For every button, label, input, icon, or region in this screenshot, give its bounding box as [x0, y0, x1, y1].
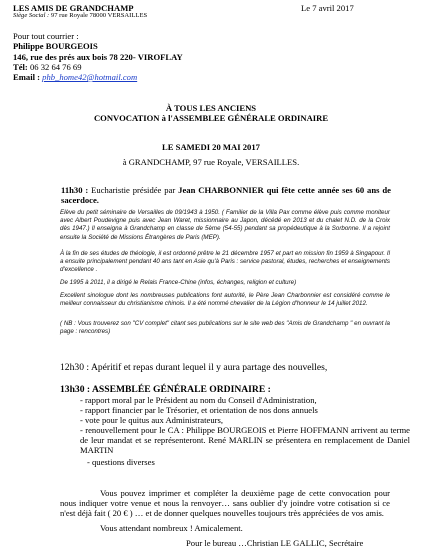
- closing-paragraph: Vous pouvez imprimer et compléter la deuxième page de cette convocation pour nous indiquer votre venue et nous la renvoyer… sans oublier d'y joindre votre cotisation si ce n'est déjà fait ( 20 € ) … et de donner quelques nouvelles toujours très appréciées de vos amis.: [60, 488, 390, 518]
- agm-item-4: - renouvellement pour le CA : Philippe BOURGEOIS et Pierre HOFFMANN arrivent au terme de leur mandat et se représenteront. René MARLIN se présentera en remplacement de Daniel MARTIN: [80, 425, 410, 455]
- closing-greeting: Vous attendant nombreux ! Amicalement.: [100, 523, 243, 533]
- phone-number: 06 32 64 76 69: [29, 62, 82, 72]
- mail-label: Pour tout courrier :: [13, 31, 79, 41]
- contact-name: Philippe BOURGEOIS: [13, 41, 98, 51]
- bio-note: ( NB : Vous trouverez son "CV complet" citant ses publications sur le site web des "Amis de Grandchamp " en ouvrant la page : rencontres): [60, 320, 390, 336]
- signature-line: Pour le bureau …Christian LE GALLIC, Secrétaire: [186, 538, 364, 548]
- email-link[interactable]: phb_home42@hotmail.com: [42, 72, 138, 82]
- bio-paragraph-4: Excellent sinologue dont les nombreuses publications font autorité, le Père Jean Charbonnier est considéré comme le meilleur connaisseur du christianisme chinois. Il a été nommé chevalier de la Légion d'honneur le 14 juillet 2012.: [60, 292, 390, 308]
- title-convocation: CONVOCATION à l'ASSEMBLEE GÉNÉRALE ORDINAIRE: [93, 113, 329, 123]
- item-1130-text: Eucharistie présidée par: [91, 185, 176, 195]
- time-1230: 12h30 :: [60, 362, 90, 373]
- meeting-location: à GRANDCHAMP, 97 rue Royale, VERSAILLES.: [122, 157, 300, 167]
- meeting-date: LE SAMEDI 20 MAI 2017: [162, 142, 260, 152]
- program-item-1130: [61, 185, 391, 205]
- bio-paragraph-1: Elève du petit séminaire de Versailles de 09/1943 à 1950. ( Familier de la Villa Pax comme élève puis comme moniteur avec Albert Poudevigne puis avec Jean Waret, missionnaire au Japon, décédé en 2013 et du chalet N.D. de la Croix dès 1947.) Il enseigna à Grandchamp en classe de 5ème (54-55) pendant sa propédeutique à la Sorbonne. Il a rejoint ensuite la Société de Missions Étrangères de Paris (MEP).: [60, 209, 390, 241]
- item-1130-highlight: Jean CHARBONNIER qui fête cette année ses 60 ans de sacerdoce.: [61, 185, 391, 205]
- title-audience: À TOUS LES ANCIENS: [165, 103, 257, 113]
- contact-phone: [13, 62, 82, 72]
- registered-office-label: Siège Social :: [13, 12, 50, 19]
- contact-email: [13, 72, 137, 82]
- agm-heading: 13h30 : ASSEMBLÉE GÉNÉRALE ORDINAIRE :: [60, 384, 271, 395]
- agm-item-3: - vote pour le quitus aux Administrateurs,: [80, 415, 223, 425]
- bio-paragraph-2: À la fin de ses études de théologie, il est ordonné prêtre le 21 décembre 1957 et part en mission fin 1959 à Singapour. Il a ensuite principalement pendant 40 ans tant en Asie qu'à Paris : service pastoral, études, recherches et enseignements d'excellence .: [60, 250, 390, 274]
- program-item-1230: [60, 362, 327, 373]
- registered-office-address: 97 rue Royale 78000 VERSAILLES: [50, 12, 148, 19]
- org-name: LES AMIS DE GRANDCHAMP: [13, 3, 134, 13]
- item-1230-text: Apéritif et repas durant lequel il y aura partage des nouvelles,: [90, 362, 328, 373]
- agm-item-2: - rapport financier par le Trésorier, et orientation de nos dons annuels: [80, 405, 318, 415]
- registered-office: [13, 12, 147, 20]
- agm-item-5: - questions diverses: [87, 457, 155, 467]
- email-label: Email :: [13, 72, 40, 82]
- contact-address: 146, rue des prés aux bois 78 220- VIROFLAY: [13, 52, 183, 62]
- phone-label: Tél:: [13, 62, 28, 72]
- agm-item-1: - rapport moral par le Président au nom du Conseil d'Administration,: [80, 395, 317, 405]
- time-1130: 11h30 :: [61, 185, 89, 195]
- bio-paragraph-3: De 1995 à 2011, il a dirigé le Relais France-Chine (infos, échanges, religion et culture): [60, 279, 297, 286]
- document-date: Le 7 avril 2017: [301, 3, 354, 13]
